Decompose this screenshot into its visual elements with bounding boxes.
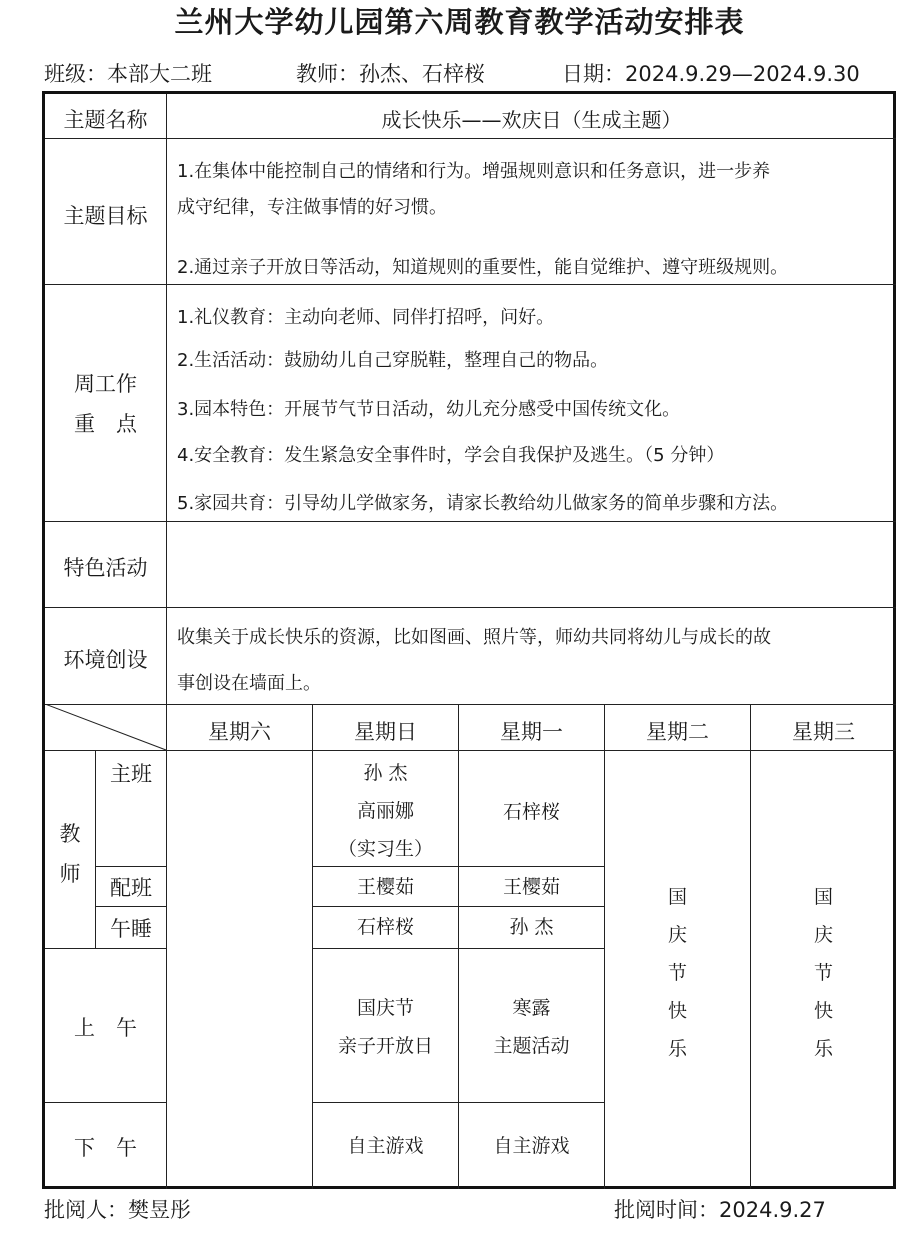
reviewer: 批阅人：樊昱彤 xyxy=(44,1198,191,1222)
weekly-focus-label: 重 点 xyxy=(74,412,137,436)
sunday-morning-activity: 国庆节 xyxy=(356,997,414,1019)
special-activity-label: 特色活动 xyxy=(63,556,148,580)
wednesday-holiday-char: 庆 xyxy=(813,924,833,946)
wednesday-holiday-char: 国 xyxy=(813,886,833,908)
teacher-info: 教师：孙杰、石梓桜 xyxy=(296,62,485,86)
schedule-table xyxy=(42,91,896,1189)
teacher-label-char: 师 xyxy=(59,862,81,886)
meta-row xyxy=(44,58,904,90)
theme-name-label: 主题名称 xyxy=(63,108,148,132)
monday-assist-teacher: 王樱茹 xyxy=(502,876,560,898)
tuesday-holiday-char: 国 xyxy=(667,886,687,908)
theme-goal-line: 2.通过亲子开放日等活动，知道规则的重要性，能自觉维护、遵守班级规则。 xyxy=(177,257,789,278)
sunday-nap-teacher: 石梓桜 xyxy=(356,916,414,938)
wednesday-holiday-char: 快 xyxy=(813,1000,833,1022)
sunday-main-teacher: 孙 杰 xyxy=(363,762,408,784)
tuesday-holiday-char: 庆 xyxy=(667,924,687,946)
monday-main-teacher: 石梓桜 xyxy=(502,801,560,823)
weekly-focus-line: 5.家园共育：引导幼儿学做家务，请家长教给幼儿做家务的简单步骤和方法。 xyxy=(177,493,789,514)
teacher-label-char: 教 xyxy=(59,822,81,846)
sunday-main-teacher: 高丽娜 xyxy=(356,800,414,822)
day-header-monday: 星期一 xyxy=(500,720,563,744)
day-header-sunday: 星期日 xyxy=(354,720,417,744)
monday-morning-activity: 主题活动 xyxy=(493,1035,570,1057)
sunday-morning-activity: 亲子开放日 xyxy=(337,1035,433,1057)
sunday-afternoon-activity: 自主游戏 xyxy=(347,1135,424,1157)
day-header-wednesday: 星期三 xyxy=(792,720,855,744)
tuesday-holiday-char: 快 xyxy=(667,1000,687,1022)
day-header-tuesday: 星期二 xyxy=(646,720,709,744)
wednesday-holiday-char: 乐 xyxy=(813,1038,833,1060)
tuesday-holiday-char: 乐 xyxy=(667,1038,687,1060)
weekly-focus-line: 4.安全教育：发生紧急安全事件时，学会自我保护及逃生。（5 分钟） xyxy=(177,445,725,466)
tuesday-holiday-char: 节 xyxy=(667,962,687,984)
environment-label: 环境创设 xyxy=(63,648,148,672)
sunday-main-teacher-note: （实习生） xyxy=(337,838,433,860)
theme-goal-line: 1.在集体中能控制自己的情绪和行为。增强规则意识和任务意识，进一步养 xyxy=(177,161,771,182)
weekly-focus-line: 2.生活活动：鼓励幼儿自己穿脱鞋，整理自己的物品。 xyxy=(177,350,609,371)
day-header-saturday: 星期六 xyxy=(208,720,271,744)
environment-line: 事创设在墙面上。 xyxy=(177,673,321,694)
theme-name-value: 成长快乐——欢庆日（生成主题） xyxy=(381,108,682,132)
diagonal-header-cell xyxy=(45,704,167,751)
class-info: 班级：本部大二班 xyxy=(44,62,212,86)
weekly-focus-line: 3.园本特色：开展节气节日活动，幼儿充分感受中国传统文化。 xyxy=(177,399,681,420)
date-info: 日期：2024.9.29—2024.9.30 xyxy=(562,62,860,86)
afternoon-label: 下 午 xyxy=(74,1136,137,1160)
theme-goal-line: 成守纪律，专注做事情的好习惯。 xyxy=(177,197,447,218)
review-time: 批阅时间：2024.9.27 xyxy=(614,1198,826,1222)
morning-label: 上 午 xyxy=(74,1016,137,1040)
wednesday-holiday-char: 节 xyxy=(813,962,833,984)
monday-morning-activity: 寒露 xyxy=(512,997,551,1019)
theme-goal-label: 主题目标 xyxy=(63,204,148,228)
monday-nap-teacher: 孙 杰 xyxy=(509,916,554,938)
main-teacher-label: 主班 xyxy=(110,762,152,786)
monday-afternoon-activity: 自主游戏 xyxy=(493,1135,570,1157)
assist-teacher-label: 配班 xyxy=(110,876,152,900)
document-title: 兰州大学幼儿园第六周教育教学活动安排表 xyxy=(174,5,745,39)
nap-teacher-label: 午睡 xyxy=(110,917,152,941)
sunday-assist-teacher: 王樱茹 xyxy=(356,876,414,898)
weekly-focus-line: 1.礼仪教育：主动向老师、同伴打招呼，问好。 xyxy=(177,307,555,328)
environment-line: 收集关于成长快乐的资源，比如图画、照片等，师幼共同将幼儿与成长的故 xyxy=(177,627,771,648)
weekly-focus-label: 周工作 xyxy=(74,372,137,396)
